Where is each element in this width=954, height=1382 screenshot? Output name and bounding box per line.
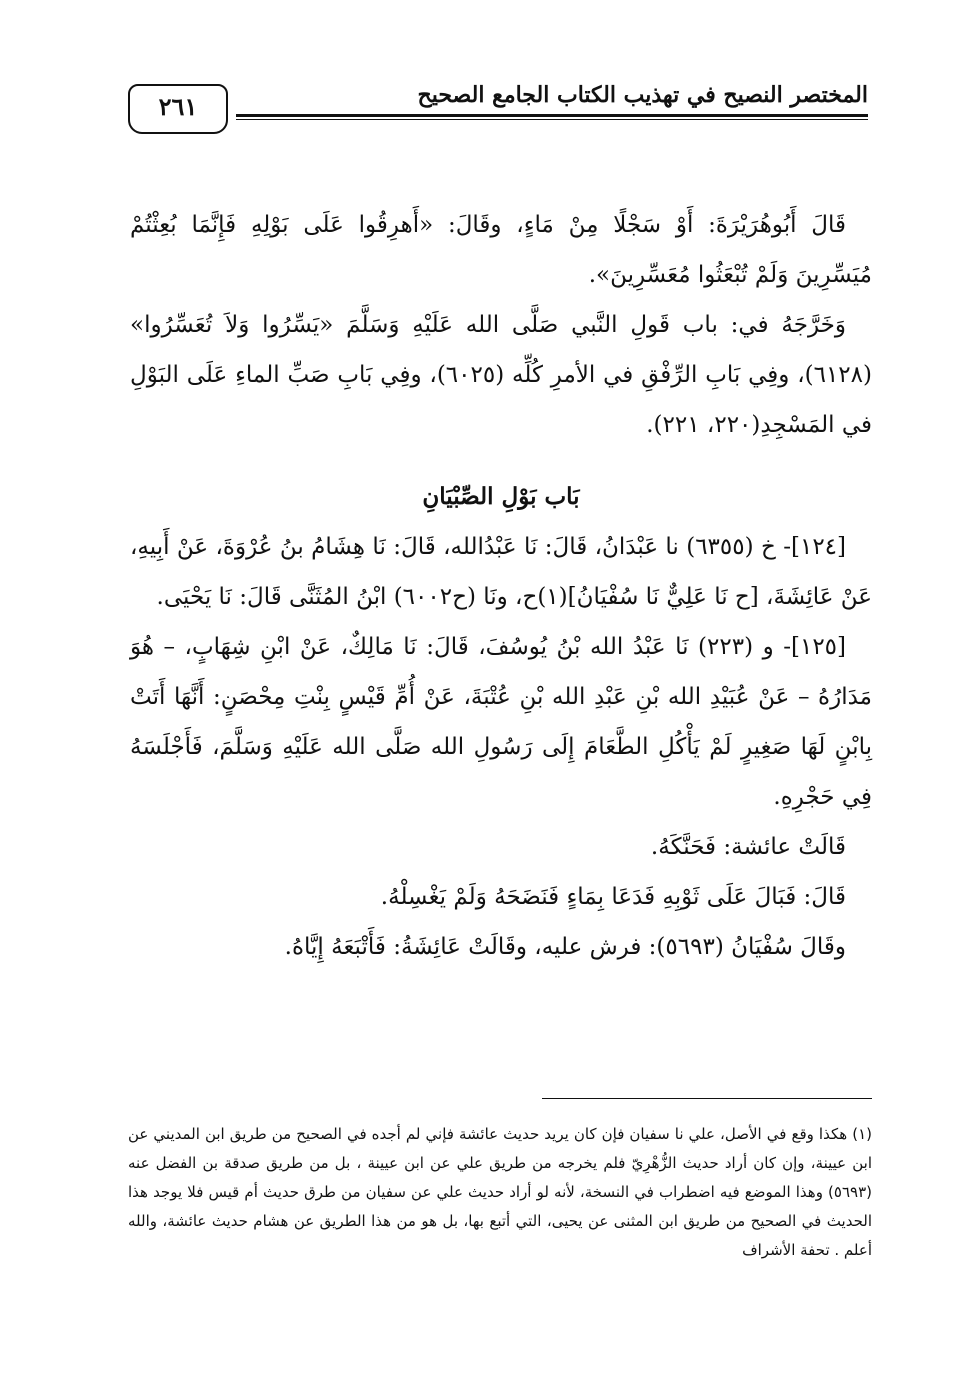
footnote-1: (١) هكذا وقع في الأصل، علي نا سفيان فإن كان يريد حديث عائشة فإني لم أجده في الصحيح من طريق ابن المديني عن ابن عيينة، وإن كان أراد حديث الزُّهْرِيّ فلم يخرجه من طريق علي عن ابن عيينة ، بل من طريق صدقة بن الفضل عنه (٥٦٩٣) وهذا الموضع فيه اضطراب في النسخة، لأنه لو أراد حديث علي عن سفيان من طرق حديث أم قيس فلا يوجد هذا الحديث في الصحيح من طريق ابن المثنى عن يحيى، التي أتبع بها، بل هو من هذا الطريق عن هشام حديث عائشة، والله أعلم . تحفة الأشراف [128,1125,872,1259]
chapter-heading: بَاب بَوْلِ الصِّبْيَانِ [422,483,580,510]
header-rule-thin [236,119,868,120]
paragraph-1: قَالَ أَبُوهُرَيْرَةَ: أَوْ سَجْلًا مِنْ مَاءٍ، وقَالَ: «أَهرِقُوا عَلَى بَوْلِهِ فَإِنَّمَا بُعِثْتُمْ مُيَسِّرِينَ وَلَمْ تُبْعَثُوا مُعَسِّرِينَ». [130,212,872,288]
header-rule [236,114,868,117]
hadith-124: [١٢٤]- خ (٦٣٥٥) نا عَبْدَانُ، قَالَ: نَا عَبْدُالله، قَالَ: نَا هِشَامُ بنُ عُرْوَةَ، عَنْ أَبِيهِ، عَنْ عَائِشَةَ، [ح نَا عَلِيٌّ نَا سُفْيَانُ](١)ح، ونَا (ح٦٠٠٢) ابْنُ المُثَنَّى قَالَ: نَا يَحْيَى. [130,534,872,610]
paragraph-5: قَالَتْ عائشة: فَحَنَّكَهُ. [650,834,846,860]
page-header [128,78,868,134]
main-text [130,200,872,972]
hadith-125: [١٢٥]- و (٢٢٣) نَا عَبْدُ الله بْنُ يُوسُفَ، قَالَ: نَا مَالِكٌ، عَنْ ابْنِ شِهَابٍ، – هُوَ مَدَارُهُ – عَنْ عُبَيْدِ الله بْنِ عَبْدِ الله بْنِ عُتْبَةَ، عَنْ أُمِّ قَيْسٍ بِنْتِ مِحْصَنٍ: أَنَّهَا أَتَتْ بِابْنٍ لَهَا صَغِيرٍ لَمْ يَأْكُلِ الطَّعَامَ إِلَى رَسُولِ الله صَلَّى الله عَلَيْهِ وَسَلَّمَ، فَأَجْلَسَهُ فِي حَجْرِهِ. [130,634,872,810]
page-number-frame [128,84,228,134]
paragraph-7: وقَالَ سُفْيَانُ (٥٦٩٣): فرش عليه، وقَالَتْ عَائِشَةُ: فَأَتْبَعَهُ إِيَّاهُ. [284,934,846,960]
footnote-separator [542,1098,872,1099]
paragraph-6: قَالَ: فَبَالَ عَلَى ثَوْبِهِ فَدَعَا بِمَاءٍ فَنَضَحَهُ وَلَمْ يَغْسِلْهُ. [380,884,846,910]
paragraph-2: وَخَرَّجَهُ في: باب قَولِ النَّبي صَلَّى الله عَلَيْهِ وَسَلَّمَ «يَسِّرُوا وَلاَ تُعَسِّرُوا» (٦١٢٨)، وفِي بَابِ الرِّفْقِ في الأمرِ كُلِّه (٦٠٢٥)، وفِي بَابِ صَبِّ الماءِ عَلَى البَوْلِ في المَسْجِدِ(٢٢٠، ٢٢١). [130,312,872,438]
page-number: ٢٦١ [158,92,198,121]
running-title: المختصر النصيح في تهذيب الكتاب الجامع الصحيح [417,82,868,108]
